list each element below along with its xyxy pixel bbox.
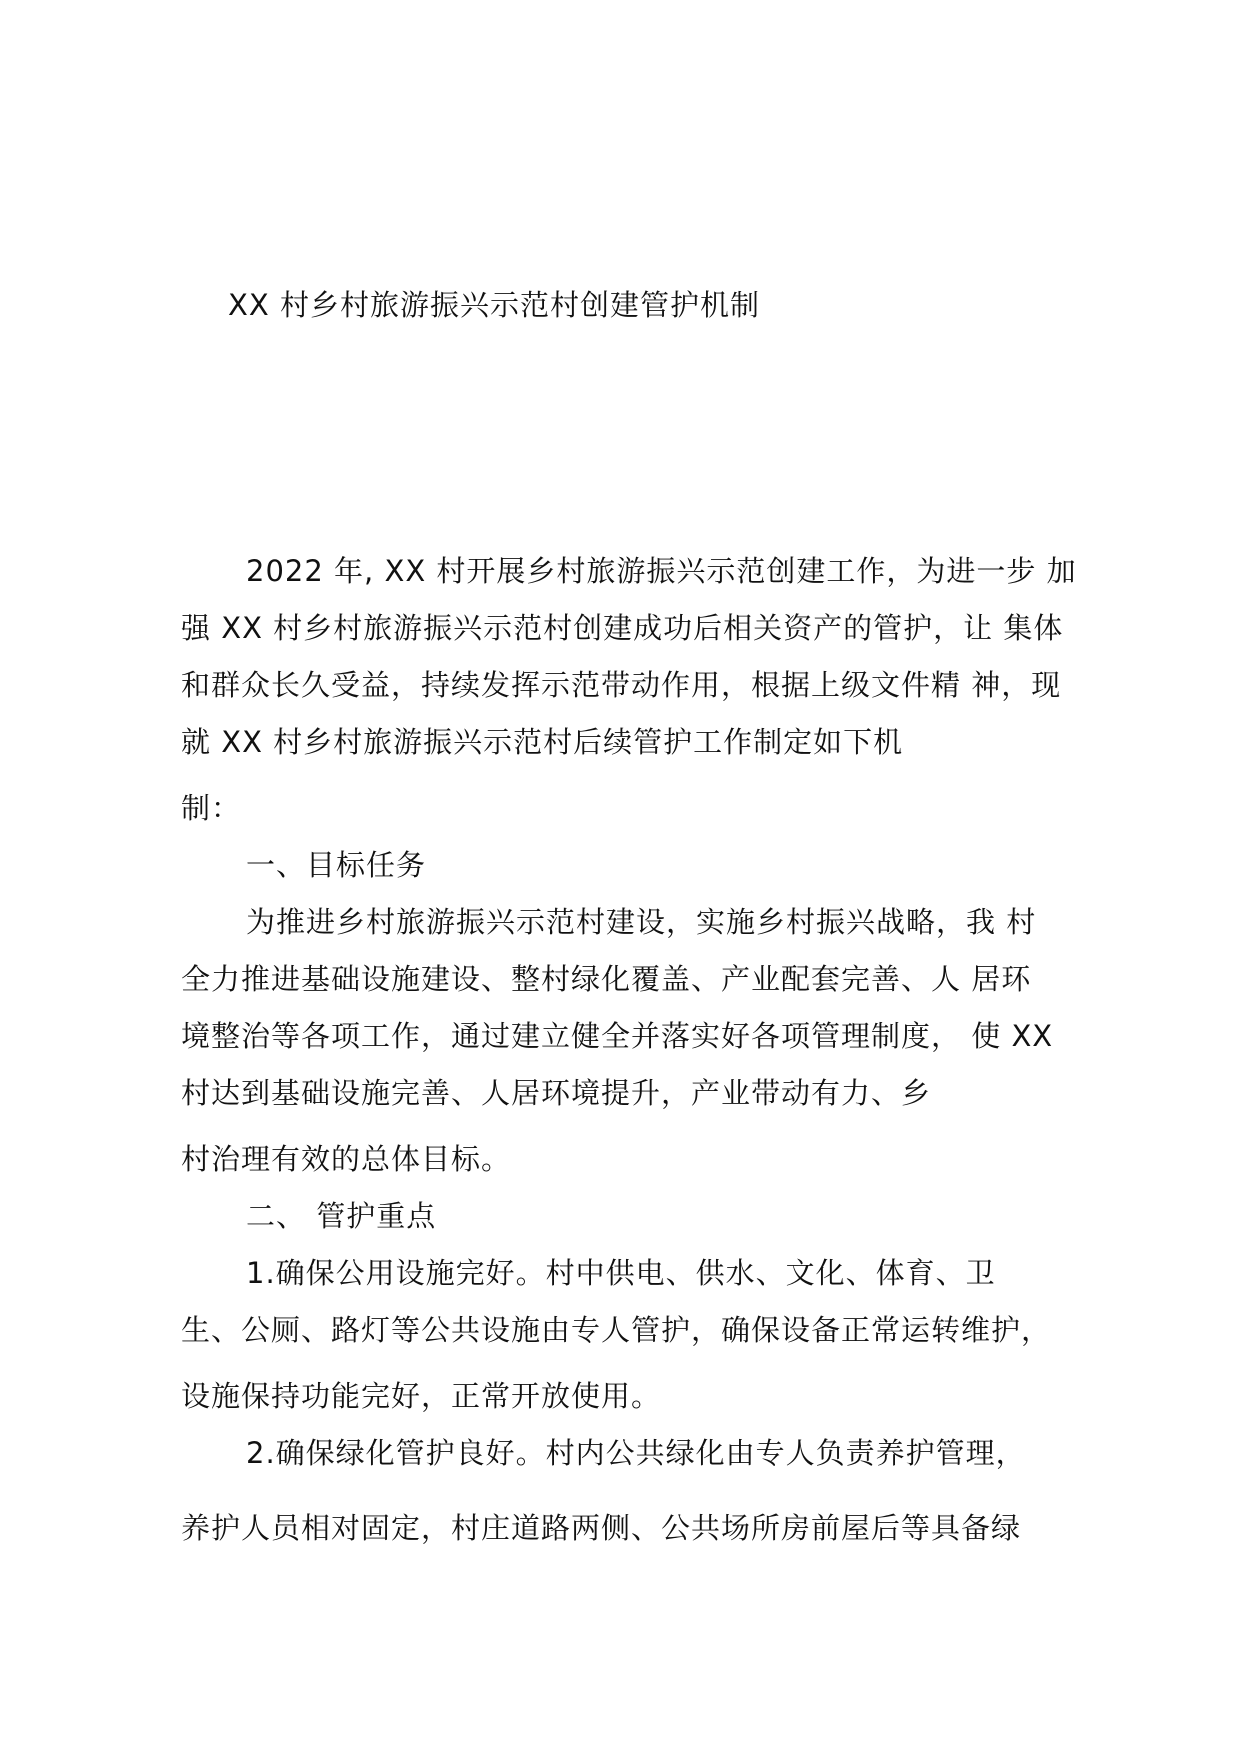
paragraph-line: 设施保持功能完好，正常开放使用。 [181, 1379, 662, 1413]
paragraph-line: 村达到基础设施完善、人居环境提升，产业带动有力、乡 [181, 1076, 932, 1110]
paragraph-line: 养护人员相对固定，村庄道路两侧、公共场所房前屋后等具备绿 [181, 1511, 1022, 1545]
paragraph-line: 就 XX 村乡村旅游振兴示范村后续管护工作制定如下机 [181, 725, 904, 759]
paragraph-line: 为推进乡村旅游振兴示范村建设，实施乡村振兴战略，我 村 [246, 905, 1037, 939]
paragraph-line: 和群众长久受益，持续发挥示范带动作用，根据上级文件精 神，现 [181, 668, 1062, 702]
paragraph-line: 境整治等各项工作，通过建立健全并落实好各项管理制度， 使 XX [181, 1019, 1054, 1053]
paragraph-line: 村治理有效的总体目标。 [181, 1142, 512, 1176]
paragraph-line: 生、公厕、路灯等公共设施由专人管护，确保设备正常运转维护， [181, 1313, 1052, 1347]
paragraph-line: 强 XX 村乡村旅游振兴示范村创建成功后相关资产的管护，让 集体 [181, 611, 1064, 645]
document-title: XX 村乡村旅游振兴示范村创建管护机制 [228, 288, 760, 322]
paragraph-line: 全力推进基础设施建设、整村绿化覆盖、产业配套完善、人 居环 [181, 962, 1032, 996]
section-heading: 二、 管护重点 [246, 1199, 437, 1233]
paragraph-line: 制： [181, 791, 242, 825]
paragraph-line: 2022 年, XX 村开展乡村旅游振兴示范创建工作，为进一步 加 [246, 554, 1077, 588]
paragraph-line: 2.确保绿化管护良好。村内公共绿化由专人负责养护管理， [246, 1436, 1026, 1470]
paragraph-line: 1.确保公用设施完好。村中供电、供水、文化、体育、卫 [246, 1256, 996, 1290]
section-heading: 一、目标任务 [246, 848, 427, 882]
